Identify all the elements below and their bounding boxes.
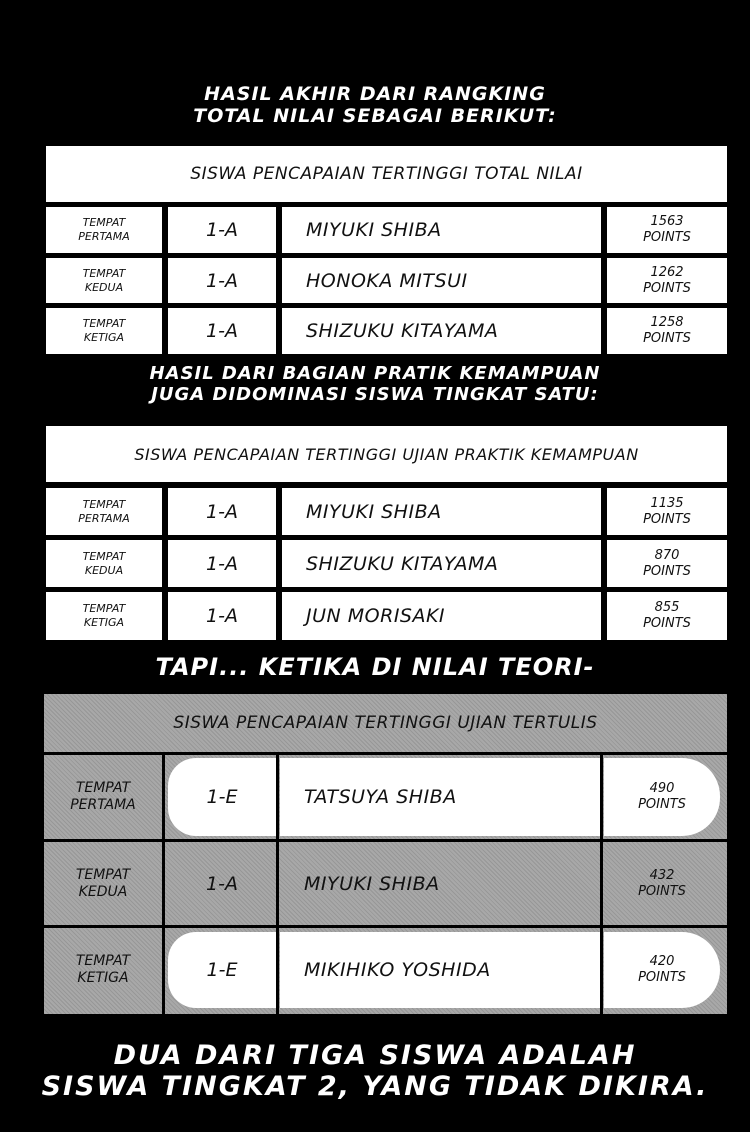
class-cell: 1-E	[168, 758, 276, 836]
rank-cell	[46, 488, 162, 535]
caption-line: TAPI... KETIKA DI NILAI TEORI-	[155, 653, 595, 681]
points-unit: POINTS	[643, 331, 691, 346]
student-name: HONOKA MITSUI	[282, 258, 601, 303]
points-cell	[604, 758, 720, 836]
caption-line: TOTAL NILAI SEBAGAI BERIKUT:	[193, 104, 557, 127]
rank-label: KEDUA	[78, 884, 128, 900]
class-cell: 1-A	[168, 308, 276, 354]
column-divider	[600, 752, 603, 1014]
points-value: 432	[649, 868, 675, 884]
class-cell: 1-A	[168, 207, 276, 253]
points-value: 1258	[650, 315, 684, 331]
table-row	[46, 308, 727, 354]
points-value: 1262	[650, 264, 684, 280]
rank-label: PERTAMA	[70, 797, 136, 813]
points-cell	[607, 488, 727, 535]
points-unit: POINTS	[643, 280, 691, 296]
class-cell: 1-A	[168, 592, 276, 640]
points-value: 855	[654, 600, 680, 616]
caption-line: HASIL DARI BAGIAN PRATIK KEMAMPUAN	[149, 363, 601, 384]
points-cell	[607, 258, 727, 303]
points-unit: POINTS	[638, 884, 686, 899]
row-divider	[44, 925, 727, 928]
table-title: SISWA PENCAPAIAN TERTINGGI TOTAL NILAI	[46, 146, 727, 202]
closing-caption	[0, 1040, 750, 1102]
rank-label: KETIGA	[83, 331, 125, 344]
student-name: SHIZUKU KITAYAMA	[282, 308, 601, 354]
caption-line: JUGA DIDOMINASI SISWA TINGKAT SATU:	[151, 383, 599, 405]
student-name: SHIZUKU KITAYAMA	[282, 540, 601, 587]
points-value: 490	[649, 781, 675, 797]
written-exam-table	[44, 694, 727, 1014]
rank-label: KEDUA	[84, 563, 124, 577]
rank-label: TEMPAT	[82, 216, 126, 230]
rank-label: PERTAMA	[78, 230, 130, 243]
points-value: 420	[649, 954, 675, 970]
total-score-table	[46, 146, 727, 354]
table-title: SISWA PENCAPAIAN TERTINGGI UJIAN TERTULIS	[173, 713, 598, 733]
rank-cell	[46, 540, 162, 587]
table-row	[44, 932, 725, 1008]
rank-label: TEMPAT	[82, 266, 126, 280]
rank-label: TEMPAT	[82, 317, 126, 331]
table-row	[44, 758, 725, 836]
practical-exam-table	[46, 426, 727, 640]
student-name: MIYUKI SHIBA	[304, 873, 440, 895]
points-unit: POINTS	[643, 511, 691, 527]
points-unit: POINTS	[638, 797, 686, 812]
points-unit: POINTS	[638, 970, 686, 985]
student-name: MIYUKI SHIBA	[282, 488, 601, 535]
column-divider	[162, 752, 165, 1014]
class-cell: 1-A	[168, 258, 276, 303]
rank-label: KEDUA	[84, 280, 124, 294]
class-cell: 1-A	[206, 873, 238, 895]
column-divider	[276, 752, 279, 1014]
table-row	[46, 592, 727, 640]
table-title: SISWA PENCAPAIAN TERTINGGI UJIAN PRAKTIK KEMAMPUAN	[46, 426, 727, 482]
student-name: TATSUYA SHIBA	[280, 758, 600, 836]
rank-cell	[44, 932, 162, 1008]
class-cell: 1-E	[168, 932, 276, 1008]
rank-cell	[46, 258, 162, 303]
caption-line: HASIL AKHIR DARI RANGKING	[204, 83, 546, 105]
points-cell	[604, 846, 720, 922]
rank-label: TEMPAT	[75, 866, 131, 883]
practical-caption	[0, 364, 750, 405]
table-row	[46, 207, 727, 253]
rank-label: TEMPAT	[82, 602, 126, 616]
row-divider	[44, 839, 727, 842]
table-row	[46, 540, 727, 587]
rank-cell	[46, 592, 162, 640]
rank-label: KETIGA	[83, 616, 125, 629]
rank-cell	[46, 207, 162, 253]
points-value: 1563	[650, 214, 684, 230]
points-value: 1135	[650, 495, 684, 511]
table-row	[46, 258, 727, 303]
points-value: 870	[654, 547, 680, 563]
rank-label: TEMPAT	[75, 952, 131, 969]
rank-label: TEMPAT	[82, 549, 126, 563]
points-cell	[604, 932, 720, 1008]
rank-cell	[46, 308, 162, 354]
points-cell	[607, 592, 727, 640]
theory-caption	[0, 654, 750, 682]
caption-line: DUA DARI TIGA SISWA ADALAH	[113, 1040, 637, 1071]
table-row	[46, 488, 727, 535]
class-cell: 1-A	[168, 488, 276, 535]
rank-label: TEMPAT	[75, 779, 131, 796]
rank-cell	[44, 758, 162, 836]
points-cell	[607, 207, 727, 253]
student-name: JUN MORISAKI	[282, 592, 601, 640]
row-divider	[44, 752, 727, 755]
points-unit: POINTS	[643, 563, 691, 579]
rank-cell	[44, 846, 162, 922]
class-cell: 1-A	[168, 540, 276, 587]
rank-label: PERTAMA	[78, 511, 130, 525]
rank-label: KETIGA	[77, 970, 129, 986]
points-unit: POINTS	[643, 616, 691, 631]
student-name: MIYUKI SHIBA	[282, 207, 601, 253]
caption-line: SISWA TINGKAT 2, YANG TIDAK DIKIRA.	[41, 1071, 709, 1103]
table-row	[44, 846, 725, 922]
points-cell	[607, 308, 727, 354]
points-unit: POINTS	[643, 230, 691, 245]
points-cell	[607, 540, 727, 587]
intro-caption	[0, 84, 750, 128]
rank-label: TEMPAT	[82, 497, 126, 511]
student-name: MIKIHIKO YOSHIDA	[280, 932, 600, 1008]
